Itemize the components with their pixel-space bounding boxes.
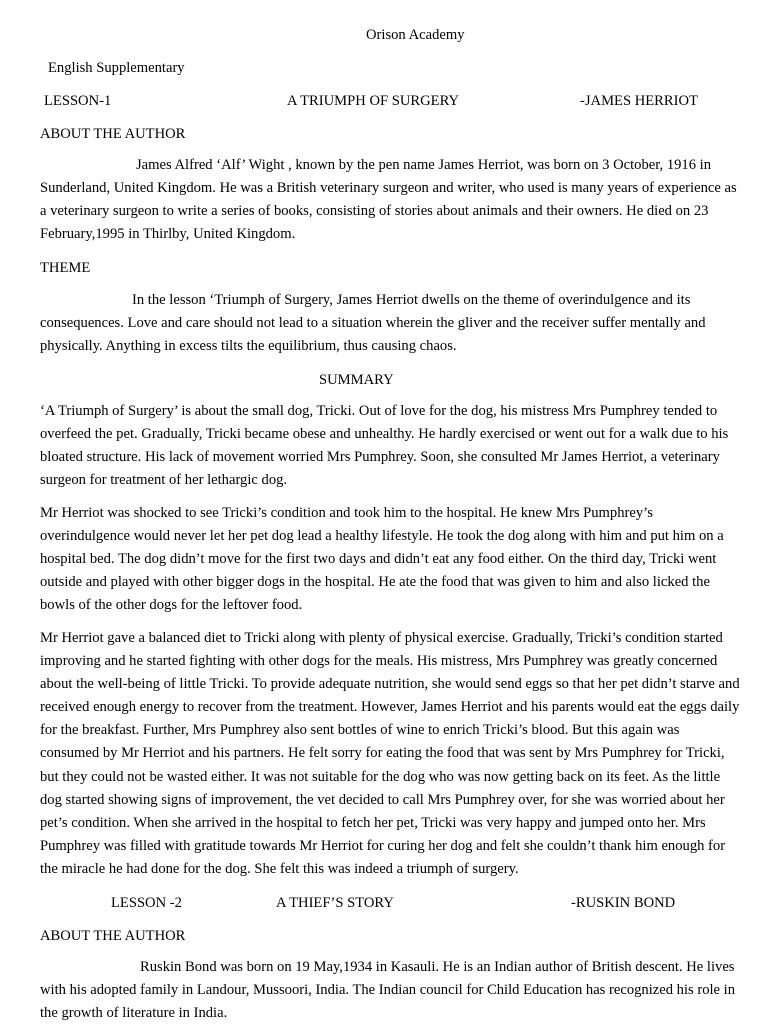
lesson1-author: -JAMES HERRIOT: [580, 93, 698, 109]
lesson2-about-heading: ABOUT THE AUTHOR: [40, 928, 186, 944]
lesson2-number: LESSON -2: [111, 895, 182, 911]
lesson1-about-text: James Alfred ‘Alf’ Wight , known by the pen name James Herriot, was born on 3 October, 1916 in Sunderland, United Kingdom. He was a British veterinary surgeon and writer, who used is many years of experience as a veterinary surgeon to write a series of books, consisting of stories about animals and their owners. He died on 23 February,1995 in Thirlby, United Kingdom.: [40, 157, 737, 243]
lesson1-about-heading: ABOUT THE AUTHOR: [40, 126, 186, 142]
summary-paragraph-1: ‘A Triumph of Surgery’ is about the small dog, Tricki. Out of love for the dog, his mistress Mrs Pumphrey tended to overfeed the pet. Gradually, Tricki became obese and unhealthy. He hardly exercised or went out for a walk due to his bloated structure. His lack of movement worried Mrs Pumphrey. Soon, she consulted Mr James Herriot, a veterinary surgeon for treatment of her lethargic dog.: [40, 403, 729, 489]
lesson1-theme-paragraph: [40, 289, 740, 358]
summary-paragraph-3: Mr Herriot gave a balanced diet to Tricki along with plenty of physical exercise. Gradually, Tricki’s condition started improving and he started fighting with other dogs for the meals. His mistress, Mrs Pumphrey was greatly concerned about the well-being of little Tricki. To provide adequate nutrition, she would send eggs so that her pet didn’t starve and received enough energy to recover from the treatment. However, James Herriot and his parents would eat the eggs daily for the breakfast. Further, Mrs Pumphrey also sent bottles of wine to enrich Tricki’s blood. But this again was consumed by Mr Herriot and his partners. He felt sorry for eating the food that was sent by Mrs Pumphrey for Tricki, but they could not be wasted either. It was not suitable for the dog who was now getting back on its feet. As the little dog started showing signs of improvement, the vet decided to call Mrs Pumphrey over, for she was worried about her pet’s condition. When she arrived in the hospital to fetch her pet, Tricki was very happy and jumped onto her. Mrs Pumphrey was filled with gratitude towards Mr Herriot for curing her dog and felt she couldn’t thank him enough for the miracle he had done for the dog. She felt this was indeed a triumph of surgery.: [40, 630, 740, 877]
lesson2-title: A THIEF’S STORY: [276, 895, 394, 911]
school-name: Orison Academy: [366, 27, 465, 43]
lesson2-author: -RUSKIN BOND: [571, 895, 676, 911]
lesson2-about-paragraph: [40, 956, 740, 1025]
lesson1-theme-heading: THEME: [40, 260, 91, 276]
lesson1-summary-heading: SUMMARY: [319, 372, 394, 388]
subject-title: English Supplementary: [48, 60, 185, 76]
lesson1-theme-text: In the lesson ‘Triumph of Surgery, James Herriot dwells on the theme of overindulgence and its consequences. Love and care should not lead to a situation wherein the gliver and the receiver suffer mentally and physically. Anything in excess tilts the equilibrium, thus causing chaos.: [40, 292, 706, 355]
lesson1-title: A TRIUMPH OF SURGERY: [287, 93, 460, 109]
lesson1-number: LESSON-1: [44, 93, 112, 109]
summary-paragraph-2: Mr Herriot was shocked to see Tricki’s condition and took him to the hospital. He knew Mrs Pumphrey’s overindulgence would never let her pet dog lead a healthy lifestyle. He took the dog along with him and put him on a hospital bed. The dog didn’t move for the first two days and didn’t eat any food either. On the third day, Tricki went outside and played with other bigger dogs in the hospital. He ate the food that was given to him and also licked the bowls of the other dogs for the leftover food.: [40, 505, 724, 614]
lesson2-about-text: Ruskin Bond was born on 19 May,1934 in Kasauli. He is an Indian author of British descent. He lives with his adopted family in Landour, Mussoori, India. The Indian council for Child Education has recognized his role in the growth of literature in India.: [40, 959, 736, 1022]
lesson1-about-paragraph: [40, 154, 740, 246]
